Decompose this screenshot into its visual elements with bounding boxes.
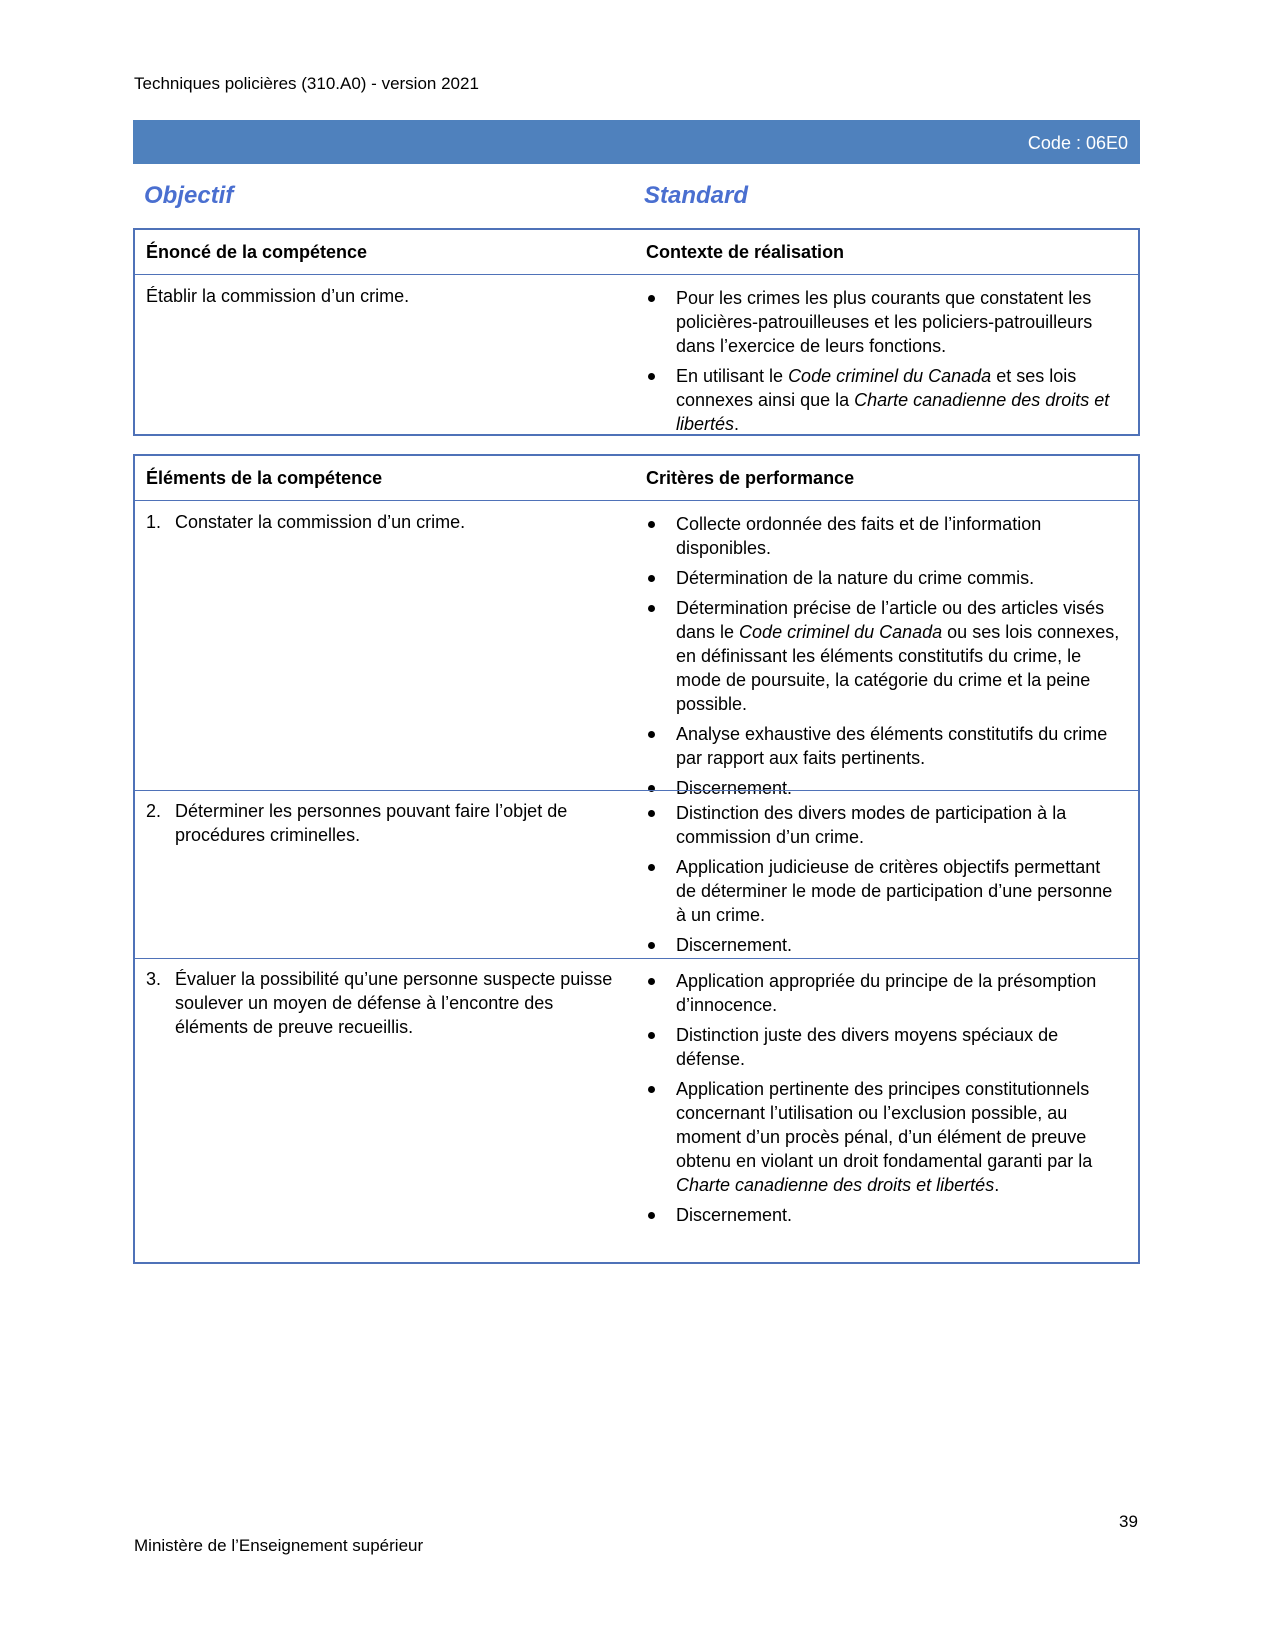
list-item: Détermination de la nature du crime commis. <box>646 566 1124 590</box>
list-item: Application judicieuse de critères objectifs permettant de déterminer le mode de participation d’une personne à un crime. <box>646 855 1124 927</box>
list-item: Distinction juste des divers moyens spéciaux de défense. <box>646 1023 1124 1071</box>
element-item: 2. Déterminer les personnes pouvant faire l’objet de procédures criminelles. <box>146 801 568 845</box>
document-footer: Ministère de l’Enseignement supérieur <box>134 1536 424 1555</box>
objectif-title: Objectif <box>144 182 234 209</box>
list-item: En utilisant le Code criminel du Canada et ses lois connexes ainsi que la Charte canadienne des droits et libertés. <box>646 364 1124 436</box>
competence-table <box>133 228 1140 436</box>
criteres-header: Critères de performance <box>646 468 855 488</box>
document-header: Techniques policières (310.A0) - version 2021 <box>134 74 479 93</box>
list-item: Discernement. <box>646 933 1124 957</box>
code-bar <box>133 120 1140 164</box>
list-item: Collecte ordonnée des faits et de l’information disponibles. <box>646 512 1124 560</box>
competence-header-row <box>135 230 1138 275</box>
element-item: 3. Évaluer la possibilité qu’une personne suspecte puisse soulever un moyen de défense à l’encontre des éléments de preuve recueillis. <box>146 969 613 1037</box>
elements-header-row <box>135 456 1138 501</box>
list-item: Pour les crimes les plus courants que constatent les policières-patrouilleuses et les policiers-patrouilleurs dans l’exercice de leurs fonctions. <box>646 286 1124 358</box>
contexte-header: Contexte de réalisation <box>646 242 845 262</box>
context-list <box>646 286 1124 442</box>
elements-header: Éléments de la compétence <box>146 468 383 488</box>
page-number: 39 <box>1119 1512 1138 1531</box>
standard-title: Standard <box>644 182 749 209</box>
list-item: Application appropriée du principe de la présomption d’innocence. <box>646 969 1124 1017</box>
list-item: Analyse exhaustive des éléments constitutifs du crime par rapport aux faits pertinents. <box>646 722 1124 770</box>
list-item: Détermination précise de l’article ou des articles visés dans le Code criminel du Canada ou ses lois connexes, en définissant les éléments constitutifs du crime, le mode de poursuite, la catégorie du crime et la peine possible. <box>646 596 1124 716</box>
list-item: Discernement. <box>646 1203 1124 1227</box>
list-item: Application pertinente des principes constitutionnels concernant l’utilisation ou l’exclusion possible, au moment d’un procès pénal, d’un élément de preuve obtenu en violant un droit fondamental garanti par la Charte canadienne des droits et libertés. <box>646 1077 1124 1197</box>
list-item: Discernement. <box>646 776 1124 800</box>
element-item: 1. Constater la commission d’un crime. <box>146 512 466 532</box>
elements-table <box>133 454 1140 1264</box>
criteria-list <box>646 512 1124 806</box>
criteria-list <box>646 969 1124 1233</box>
enonce-header: Énoncé de la compétence <box>146 242 368 262</box>
competence-statement: Établir la commission d’un crime. <box>146 286 410 306</box>
list-item: Distinction des divers modes de participation à la commission d’un crime. <box>646 801 1124 849</box>
criteria-list <box>646 801 1124 963</box>
competency-code: Code : 06E0 <box>1027 133 1128 153</box>
row-divider <box>135 790 1138 791</box>
row-divider <box>135 958 1138 959</box>
